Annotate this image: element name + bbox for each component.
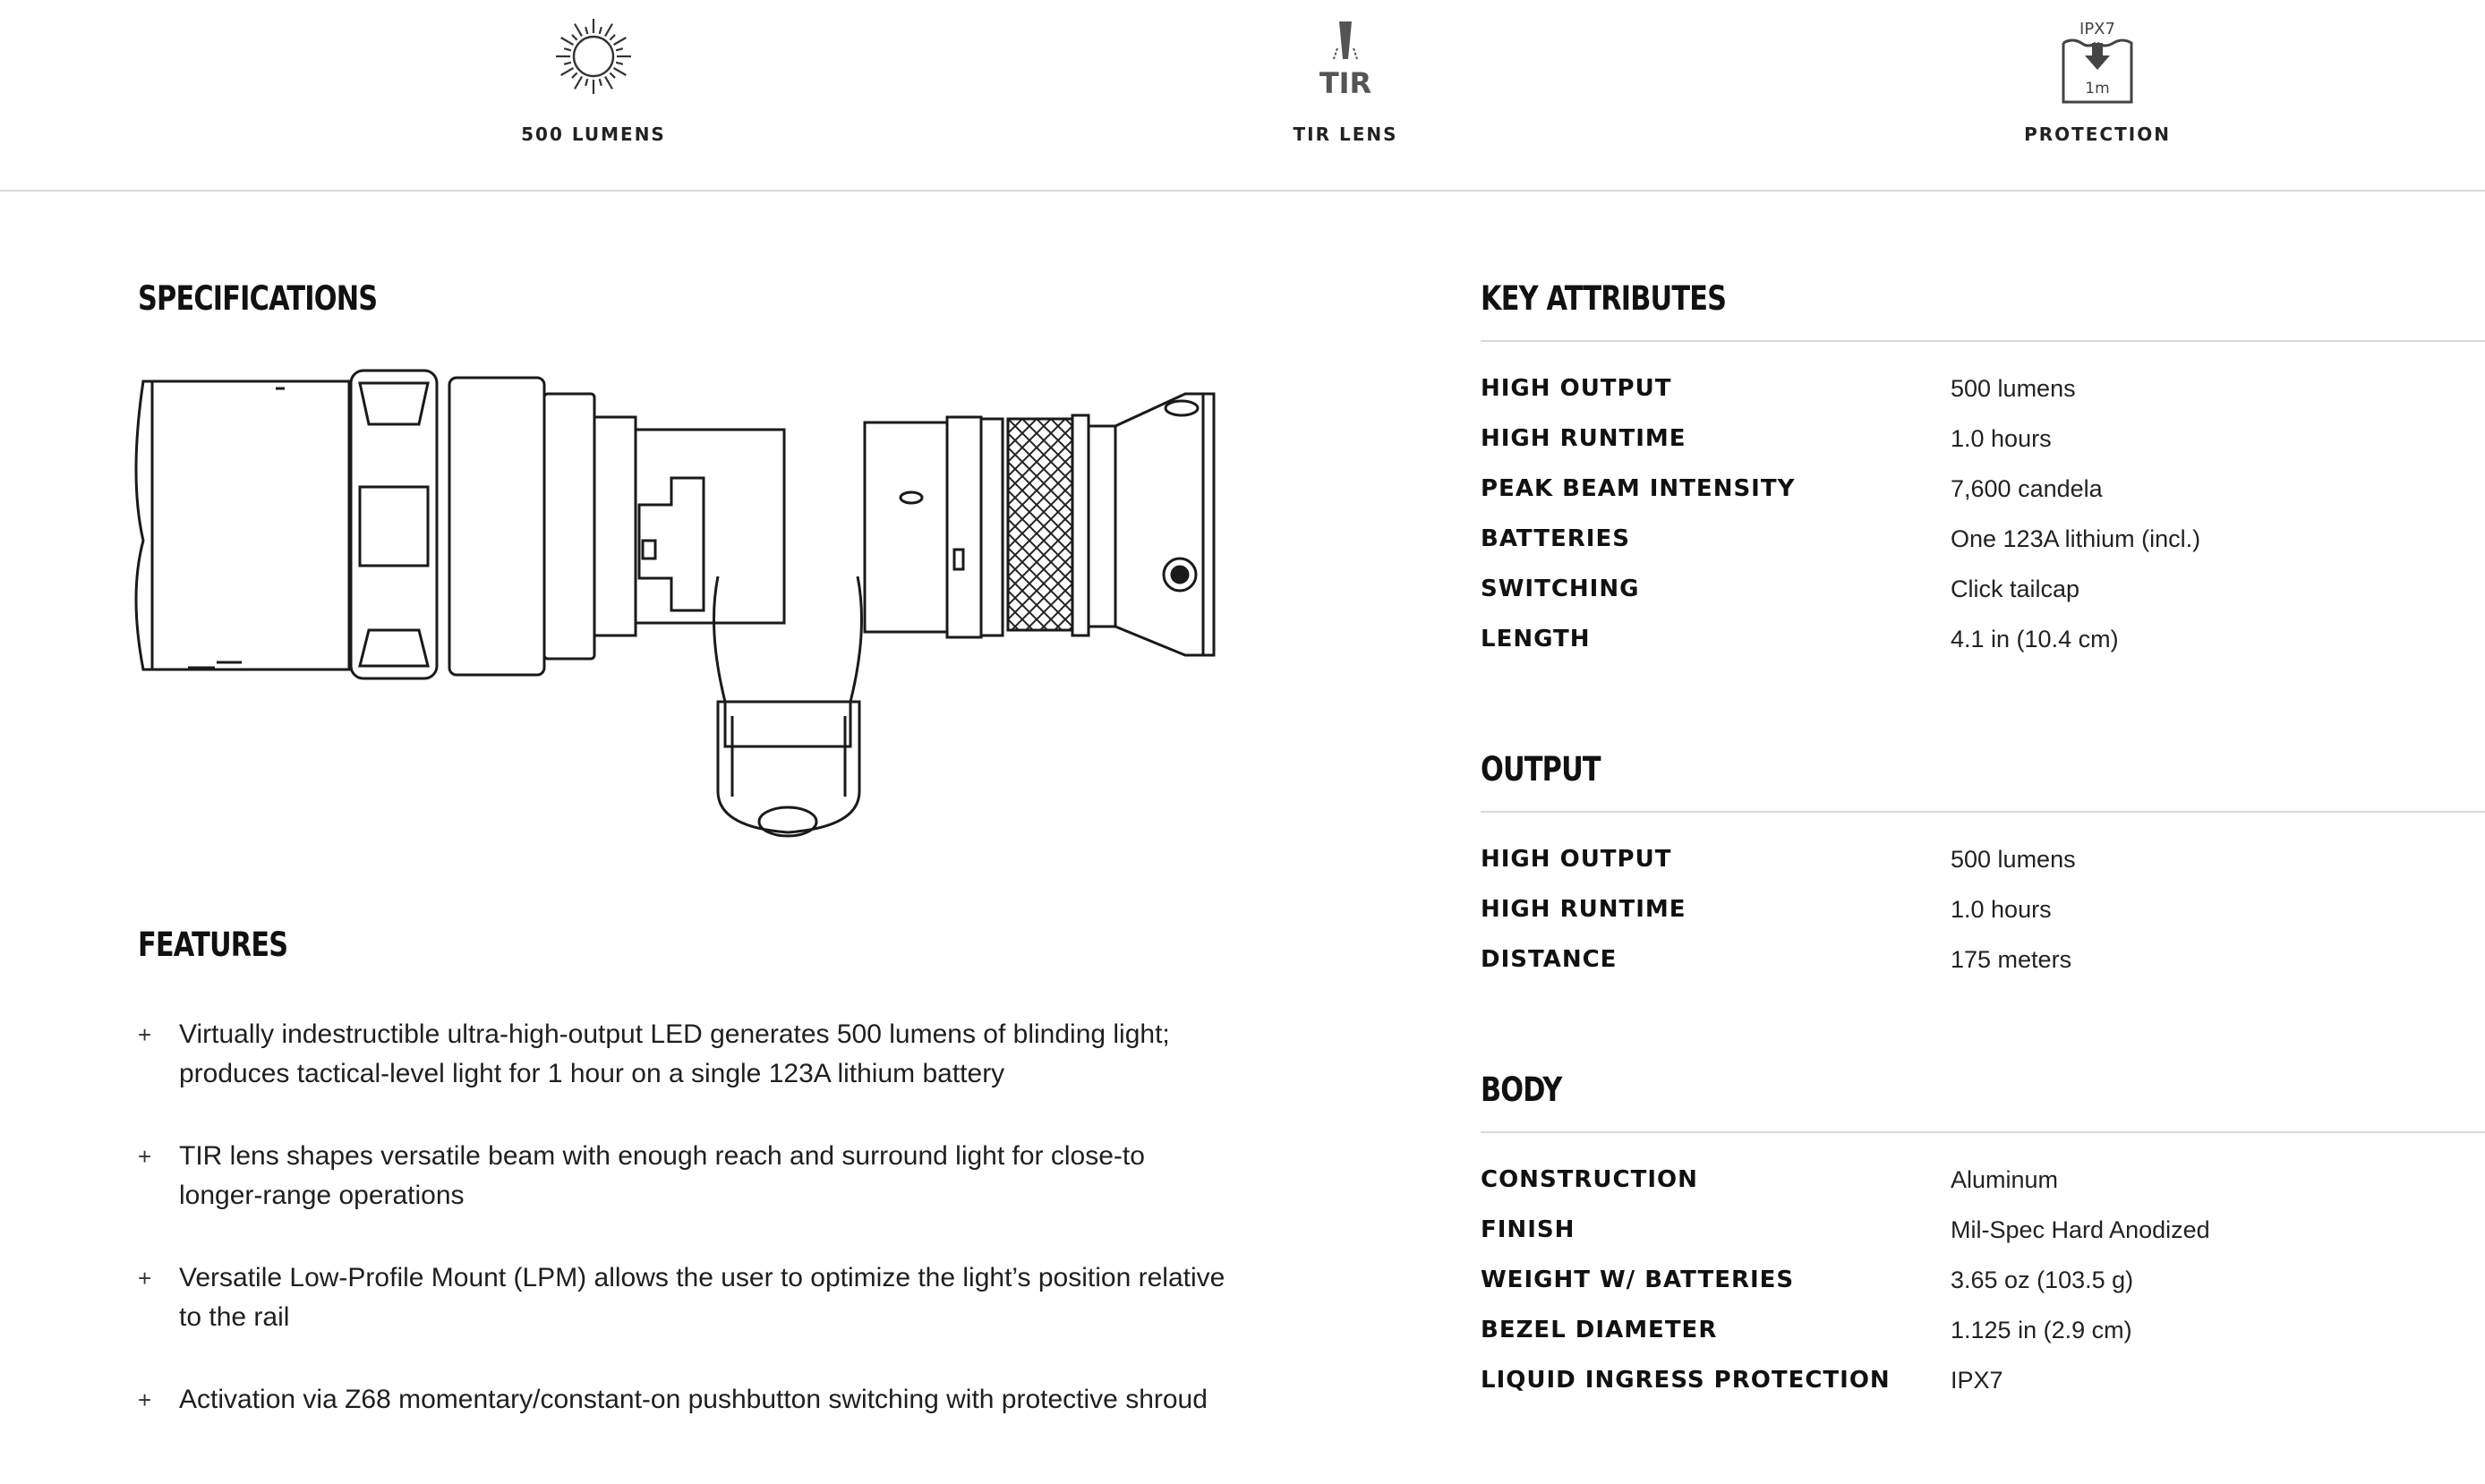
spec-value: 1.125 in (2.9 cm) — [1951, 1317, 2132, 1343]
feature-bullet: + — [138, 1143, 152, 1170]
feature-text: TIR lens shapes versatile beam with enough reach and surround light for close-to longer-range operations — [179, 1141, 1145, 1210]
spec-value: Mil-Spec Hard Anodized — [1951, 1216, 2210, 1243]
spec-row — [1481, 464, 2485, 514]
spec-row — [1481, 1255, 2485, 1305]
body-heading: BODY — [1481, 1070, 1562, 1109]
flashlight-product-drawing — [134, 362, 1226, 845]
feature-text: Versatile Low-Profile Mount (LPM) allows the user to optimize the light’s position relative to the rail — [179, 1263, 1225, 1332]
spec-value: IPX7 — [1951, 1367, 2003, 1394]
spec-row — [1481, 514, 2485, 564]
spec-row — [1481, 614, 2485, 664]
feature-text: Activation via Z68 momentary/constant-on pushbutton switching with protective shroud — [179, 1385, 1208, 1414]
spec-label: CONSTRUCTION — [1481, 1166, 1698, 1193]
depth-icon-text: 1m — [2085, 80, 2110, 98]
feature-text: Virtually indestructible ultra-high-output LED generates 500 lumens of blinding light; produces tactical-level light for 1 hour on a single 123A lithium battery — [179, 1019, 1170, 1088]
spec-label: BEZEL DIAMETER — [1481, 1317, 1718, 1343]
spec-value: One 123A lithium (incl.) — [1951, 525, 2201, 552]
spec-value: 1.0 hours — [1951, 425, 2052, 452]
output-heading: OUTPUT — [1481, 750, 1601, 789]
feature-icon-bar — [0, 0, 2485, 192]
spec-row — [1481, 363, 2485, 414]
spec-value: Aluminum — [1951, 1166, 2059, 1193]
spec-label: LIQUID INGRESS PROTECTION — [1481, 1367, 1891, 1394]
spec-label: PEAK BEAM INTENSITY — [1481, 475, 1796, 502]
icon-label-lumens: 500 LUMENS — [521, 124, 666, 145]
spec-row — [1481, 414, 2485, 464]
spec-label: BATTERIES — [1481, 525, 1630, 552]
spec-value: 1.0 hours — [1951, 896, 2052, 923]
section-divider — [1481, 1131, 2485, 1133]
icon-label-protection: PROTECTION — [2024, 124, 2171, 145]
spec-row — [1481, 1155, 2485, 1205]
spec-value: 175 meters — [1951, 946, 2072, 973]
icon-item-lumens — [450, 13, 737, 145]
spec-value: 3.65 oz (103.5 g) — [1951, 1267, 2134, 1293]
spec-row — [1481, 834, 2485, 884]
sunburst-icon — [553, 16, 634, 97]
feature-bullet: + — [138, 1265, 152, 1292]
spec-row — [1481, 1205, 2485, 1255]
spec-label: HIGH RUNTIME — [1481, 896, 1687, 923]
tir-icon-text: TIR — [1319, 66, 1372, 100]
icon-label-tir-lens: TIR LENS — [1293, 124, 1398, 145]
features-heading: FEATURES — [138, 925, 288, 964]
icon-item-protection — [1954, 13, 2241, 145]
spec-value: 500 lumens — [1951, 846, 2076, 873]
icon-item-tir-lens — [1202, 13, 1489, 145]
spec-label: SWITCHING — [1481, 576, 1640, 602]
spec-value: 7,600 candela — [1951, 475, 2103, 502]
spec-label: WEIGHT W/ BATTERIES — [1481, 1267, 1795, 1293]
spec-value: Click tailcap — [1951, 576, 2080, 602]
spec-label: HIGH OUTPUT — [1481, 375, 1672, 402]
ipx7-icon-text: IPX7 — [2079, 20, 2115, 38]
specifications-heading: SPECIFICATIONS — [138, 279, 378, 318]
spec-row — [1481, 934, 2485, 985]
spec-value: 4.1 in (10.4 cm) — [1951, 626, 2119, 652]
feature-bullet: + — [138, 1386, 152, 1413]
spec-row — [1481, 884, 2485, 934]
spec-label: DISTANCE — [1481, 946, 1618, 973]
spec-label: HIGH OUTPUT — [1481, 846, 1672, 873]
spec-label: FINISH — [1481, 1216, 1576, 1243]
key-attributes-heading: KEY ATTRIBUTES — [1481, 279, 1727, 318]
ipx7-waterproof-icon — [2053, 16, 2142, 106]
spec-row — [1481, 564, 2485, 614]
spec-value: 500 lumens — [1951, 375, 2076, 402]
spec-label: LENGTH — [1481, 626, 1591, 652]
section-divider — [1481, 811, 2485, 813]
feature-bullet: + — [138, 1021, 152, 1048]
section-divider — [1481, 340, 2485, 342]
spec-row — [1481, 1355, 2485, 1405]
spec-label: HIGH RUNTIME — [1481, 425, 1687, 452]
spec-row — [1481, 1305, 2485, 1355]
tir-lens-icon — [1314, 16, 1377, 106]
